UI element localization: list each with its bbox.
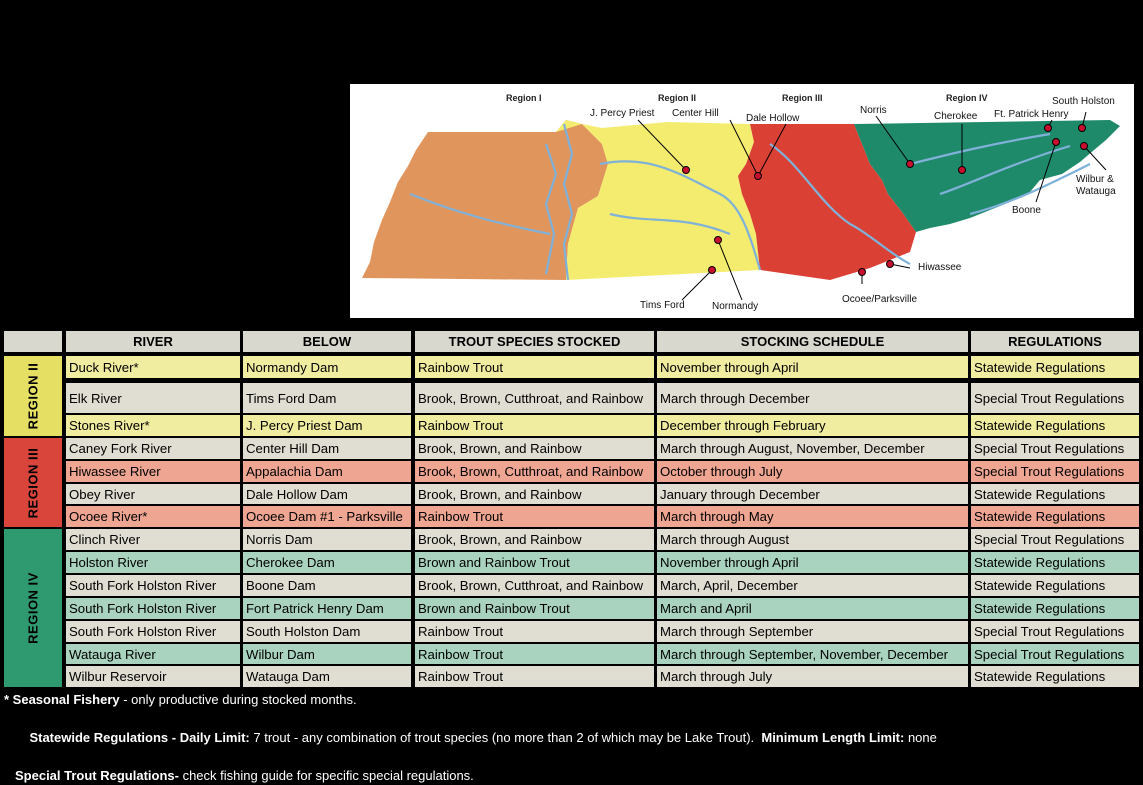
- note-min-length-text: none: [904, 730, 937, 745]
- dam-marker-normandy: [715, 237, 722, 244]
- cell-regulations: Statewide Regulations: [971, 356, 1139, 378]
- header-below: BELOW: [243, 331, 411, 352]
- note-special: [4, 766, 937, 785]
- table-row: [66, 415, 1139, 436]
- dam-marker-ocoee: [859, 269, 866, 276]
- cell-below: Fort Patrick Henry Dam: [243, 598, 411, 619]
- cell-species: Brook, Brown, Cutthroat, and Rainbow: [415, 461, 654, 482]
- note-statewide-text: 7 trout - any combination of trout species (no more than 2 of which may be Lake Trout).: [249, 730, 762, 745]
- label-dale-hollow: Dale Hollow: [746, 113, 800, 124]
- cell-regulations: Special Trout Regulations: [971, 529, 1139, 550]
- cell-species: Brook, Brown, Cutthroat, and Rainbow: [415, 383, 654, 413]
- cell-regulations: Statewide Regulations: [971, 575, 1139, 596]
- cell-river: Caney Fork River: [66, 438, 240, 459]
- dam-marker-center-hill: [755, 173, 762, 180]
- note-special-bold: Special Trout Regulations-: [15, 768, 179, 783]
- cell-regulations: Statewide Regulations: [971, 415, 1139, 436]
- table-row: [66, 461, 1139, 482]
- cell-river: Watauga River: [66, 644, 240, 664]
- cell-schedule: March and April: [657, 598, 968, 619]
- cell-below: Watauga Dam: [243, 666, 411, 687]
- table-row: [66, 438, 1139, 459]
- note-seasonal: [4, 690, 937, 709]
- dam-marker-boone: [1053, 139, 1060, 146]
- cell-schedule: January through December: [657, 484, 968, 504]
- cell-river: Ocoee River*: [66, 506, 240, 527]
- cell-regulations: Statewide Regulations: [971, 484, 1139, 504]
- cell-schedule: November through April: [657, 356, 968, 378]
- cell-below: Center Hill Dam: [243, 438, 411, 459]
- cell-regulations: Statewide Regulations: [971, 506, 1139, 527]
- footnotes: [4, 690, 937, 785]
- dam-marker-j-percy-priest: [683, 167, 690, 174]
- note-statewide: [4, 709, 937, 766]
- cell-regulations: Special Trout Regulations: [971, 461, 1139, 482]
- cell-below: Ocoee Dam #1 - Parksville: [243, 506, 411, 527]
- header-species: TROUT SPECIES STOCKED: [415, 331, 654, 352]
- cell-regulations: Special Trout Regulations: [971, 383, 1139, 413]
- cell-river: South Fork Holston River: [66, 575, 240, 596]
- cell-below: J. Percy Priest Dam: [243, 415, 411, 436]
- cell-schedule: March through September: [657, 621, 968, 642]
- region-tag-label: REGION II: [25, 362, 41, 430]
- cell-species: Brook, Brown, and Rainbow: [415, 438, 654, 459]
- region-tag: [4, 356, 62, 436]
- map-svg: [350, 84, 1134, 318]
- label-norris: Norris: [860, 105, 887, 116]
- label-wilbur-watauga-1: Wilbur &: [1076, 174, 1114, 185]
- cell-schedule: December through February: [657, 415, 968, 436]
- cell-river: Wilbur Reservoir: [66, 666, 240, 687]
- cell-below: Appalachia Dam: [243, 461, 411, 482]
- region-2-label: Region II: [658, 93, 696, 103]
- label-ocoee-parksville: Ocoee/Parksville: [842, 294, 918, 305]
- table-row: [66, 484, 1139, 504]
- cell-regulations: Special Trout Regulations: [971, 644, 1139, 664]
- label-hiwassee: Hiwassee: [918, 262, 962, 273]
- table-row: [66, 644, 1139, 664]
- cell-schedule: November through April: [657, 552, 968, 573]
- cell-below: Cherokee Dam: [243, 552, 411, 573]
- cell-schedule: March through August: [657, 529, 968, 550]
- note-special-text: check fishing guide for specific special regulations.: [178, 768, 474, 783]
- cell-below: Wilbur Dam: [243, 644, 411, 664]
- cell-species: Rainbow Trout: [415, 356, 654, 378]
- table-row: [66, 575, 1139, 596]
- label-wilbur-watauga-2: Watauga: [1076, 186, 1116, 197]
- note-seasonal-text: - only productive during stocked months.: [119, 692, 357, 707]
- cell-river: Duck River*: [66, 356, 240, 378]
- region-3-label: Region III: [782, 93, 823, 103]
- cell-schedule: March through May: [657, 506, 968, 527]
- label-center-hill: Center Hill: [672, 108, 719, 119]
- cell-below: Boone Dam: [243, 575, 411, 596]
- tennessee-region-map: [350, 84, 1134, 318]
- cell-river: Stones River*: [66, 415, 240, 436]
- dam-marker-wilbur-watauga: [1081, 143, 1088, 150]
- dam-marker-ft-patrick-henry: [1045, 125, 1052, 132]
- cell-regulations: Statewide Regulations: [971, 598, 1139, 619]
- cell-regulations: Statewide Regulations: [971, 552, 1139, 573]
- cell-river: Hiwassee River: [66, 461, 240, 482]
- header-river: RIVER: [66, 331, 240, 352]
- note-statewide-bold: Statewide Regulations - Daily Limit:: [29, 730, 250, 745]
- label-boone: Boone: [1012, 205, 1041, 216]
- cell-below: Norris Dam: [243, 529, 411, 550]
- table-row: [66, 598, 1139, 619]
- cell-species: Brook, Brown, Cutthroat, and Rainbow: [415, 575, 654, 596]
- label-tims-ford: Tims Ford: [640, 300, 685, 311]
- cell-river: Elk River: [66, 383, 240, 413]
- table-row: [66, 356, 1139, 378]
- cell-schedule: March through December: [657, 383, 968, 413]
- cell-regulations: Special Trout Regulations: [971, 621, 1139, 642]
- region-tag-label: REGION IV: [25, 572, 41, 644]
- trout-stocking-table: [4, 331, 1139, 687]
- note-seasonal-bold: * Seasonal Fishery: [4, 692, 120, 707]
- label-cherokee: Cherokee: [934, 111, 978, 122]
- dam-marker-hiwassee: [887, 261, 894, 268]
- table-row: [66, 506, 1139, 527]
- cell-species: Rainbow Trout: [415, 506, 654, 527]
- region-tag: [4, 438, 62, 527]
- table-row: [66, 529, 1139, 550]
- note-min-length-bold: Minimum Length Limit:: [761, 730, 905, 745]
- cell-river: South Fork Holston River: [66, 621, 240, 642]
- dam-marker-cherokee: [959, 167, 966, 174]
- region-tag-label: REGION III: [25, 447, 41, 518]
- header-corner: [4, 331, 62, 352]
- dam-marker-norris: [907, 161, 914, 168]
- cell-regulations: Special Trout Regulations: [971, 438, 1139, 459]
- region-1-label: Region I: [506, 93, 542, 103]
- cell-schedule: March through July: [657, 666, 968, 687]
- cell-species: Rainbow Trout: [415, 621, 654, 642]
- cell-species: Brown and Rainbow Trout: [415, 598, 654, 619]
- cell-river: Holston River: [66, 552, 240, 573]
- cell-below: Dale Hollow Dam: [243, 484, 411, 504]
- header-schedule: STOCKING SCHEDULE: [657, 331, 968, 352]
- cell-below: South Holston Dam: [243, 621, 411, 642]
- cell-schedule: October through July: [657, 461, 968, 482]
- cell-species: Brook, Brown, and Rainbow: [415, 529, 654, 550]
- table-row: [66, 621, 1139, 642]
- label-normandy: Normandy: [712, 301, 759, 312]
- cell-river: Clinch River: [66, 529, 240, 550]
- cell-river: South Fork Holston River: [66, 598, 240, 619]
- region-4-label: Region IV: [946, 93, 988, 103]
- label-south-holston: South Holston: [1052, 96, 1115, 107]
- cell-schedule: March through September, November, December: [657, 644, 968, 664]
- cell-schedule: March through August, November, December: [657, 438, 968, 459]
- cell-species: Rainbow Trout: [415, 644, 654, 664]
- cell-species: Brook, Brown, and Rainbow: [415, 484, 654, 504]
- cell-schedule: March, April, December: [657, 575, 968, 596]
- cell-regulations: Statewide Regulations: [971, 666, 1139, 687]
- cell-species: Brown and Rainbow Trout: [415, 552, 654, 573]
- region-tag: [4, 529, 62, 687]
- header-regulations: REGULATIONS: [971, 331, 1139, 352]
- cell-below: Normandy Dam: [243, 356, 411, 378]
- cell-river: Obey River: [66, 484, 240, 504]
- label-ft-patrick-henry: Ft. Patrick Henry: [994, 109, 1069, 120]
- cell-species: Rainbow Trout: [415, 666, 654, 687]
- dam-marker-tims-ford: [709, 267, 716, 274]
- table-row: [66, 383, 1139, 413]
- label-j-percy-priest: J. Percy Priest: [590, 108, 655, 119]
- cell-below: Tims Ford Dam: [243, 383, 411, 413]
- table-row: [66, 666, 1139, 687]
- table-row: [66, 552, 1139, 573]
- dam-marker-south-holston: [1079, 125, 1086, 132]
- cell-species: Rainbow Trout: [415, 415, 654, 436]
